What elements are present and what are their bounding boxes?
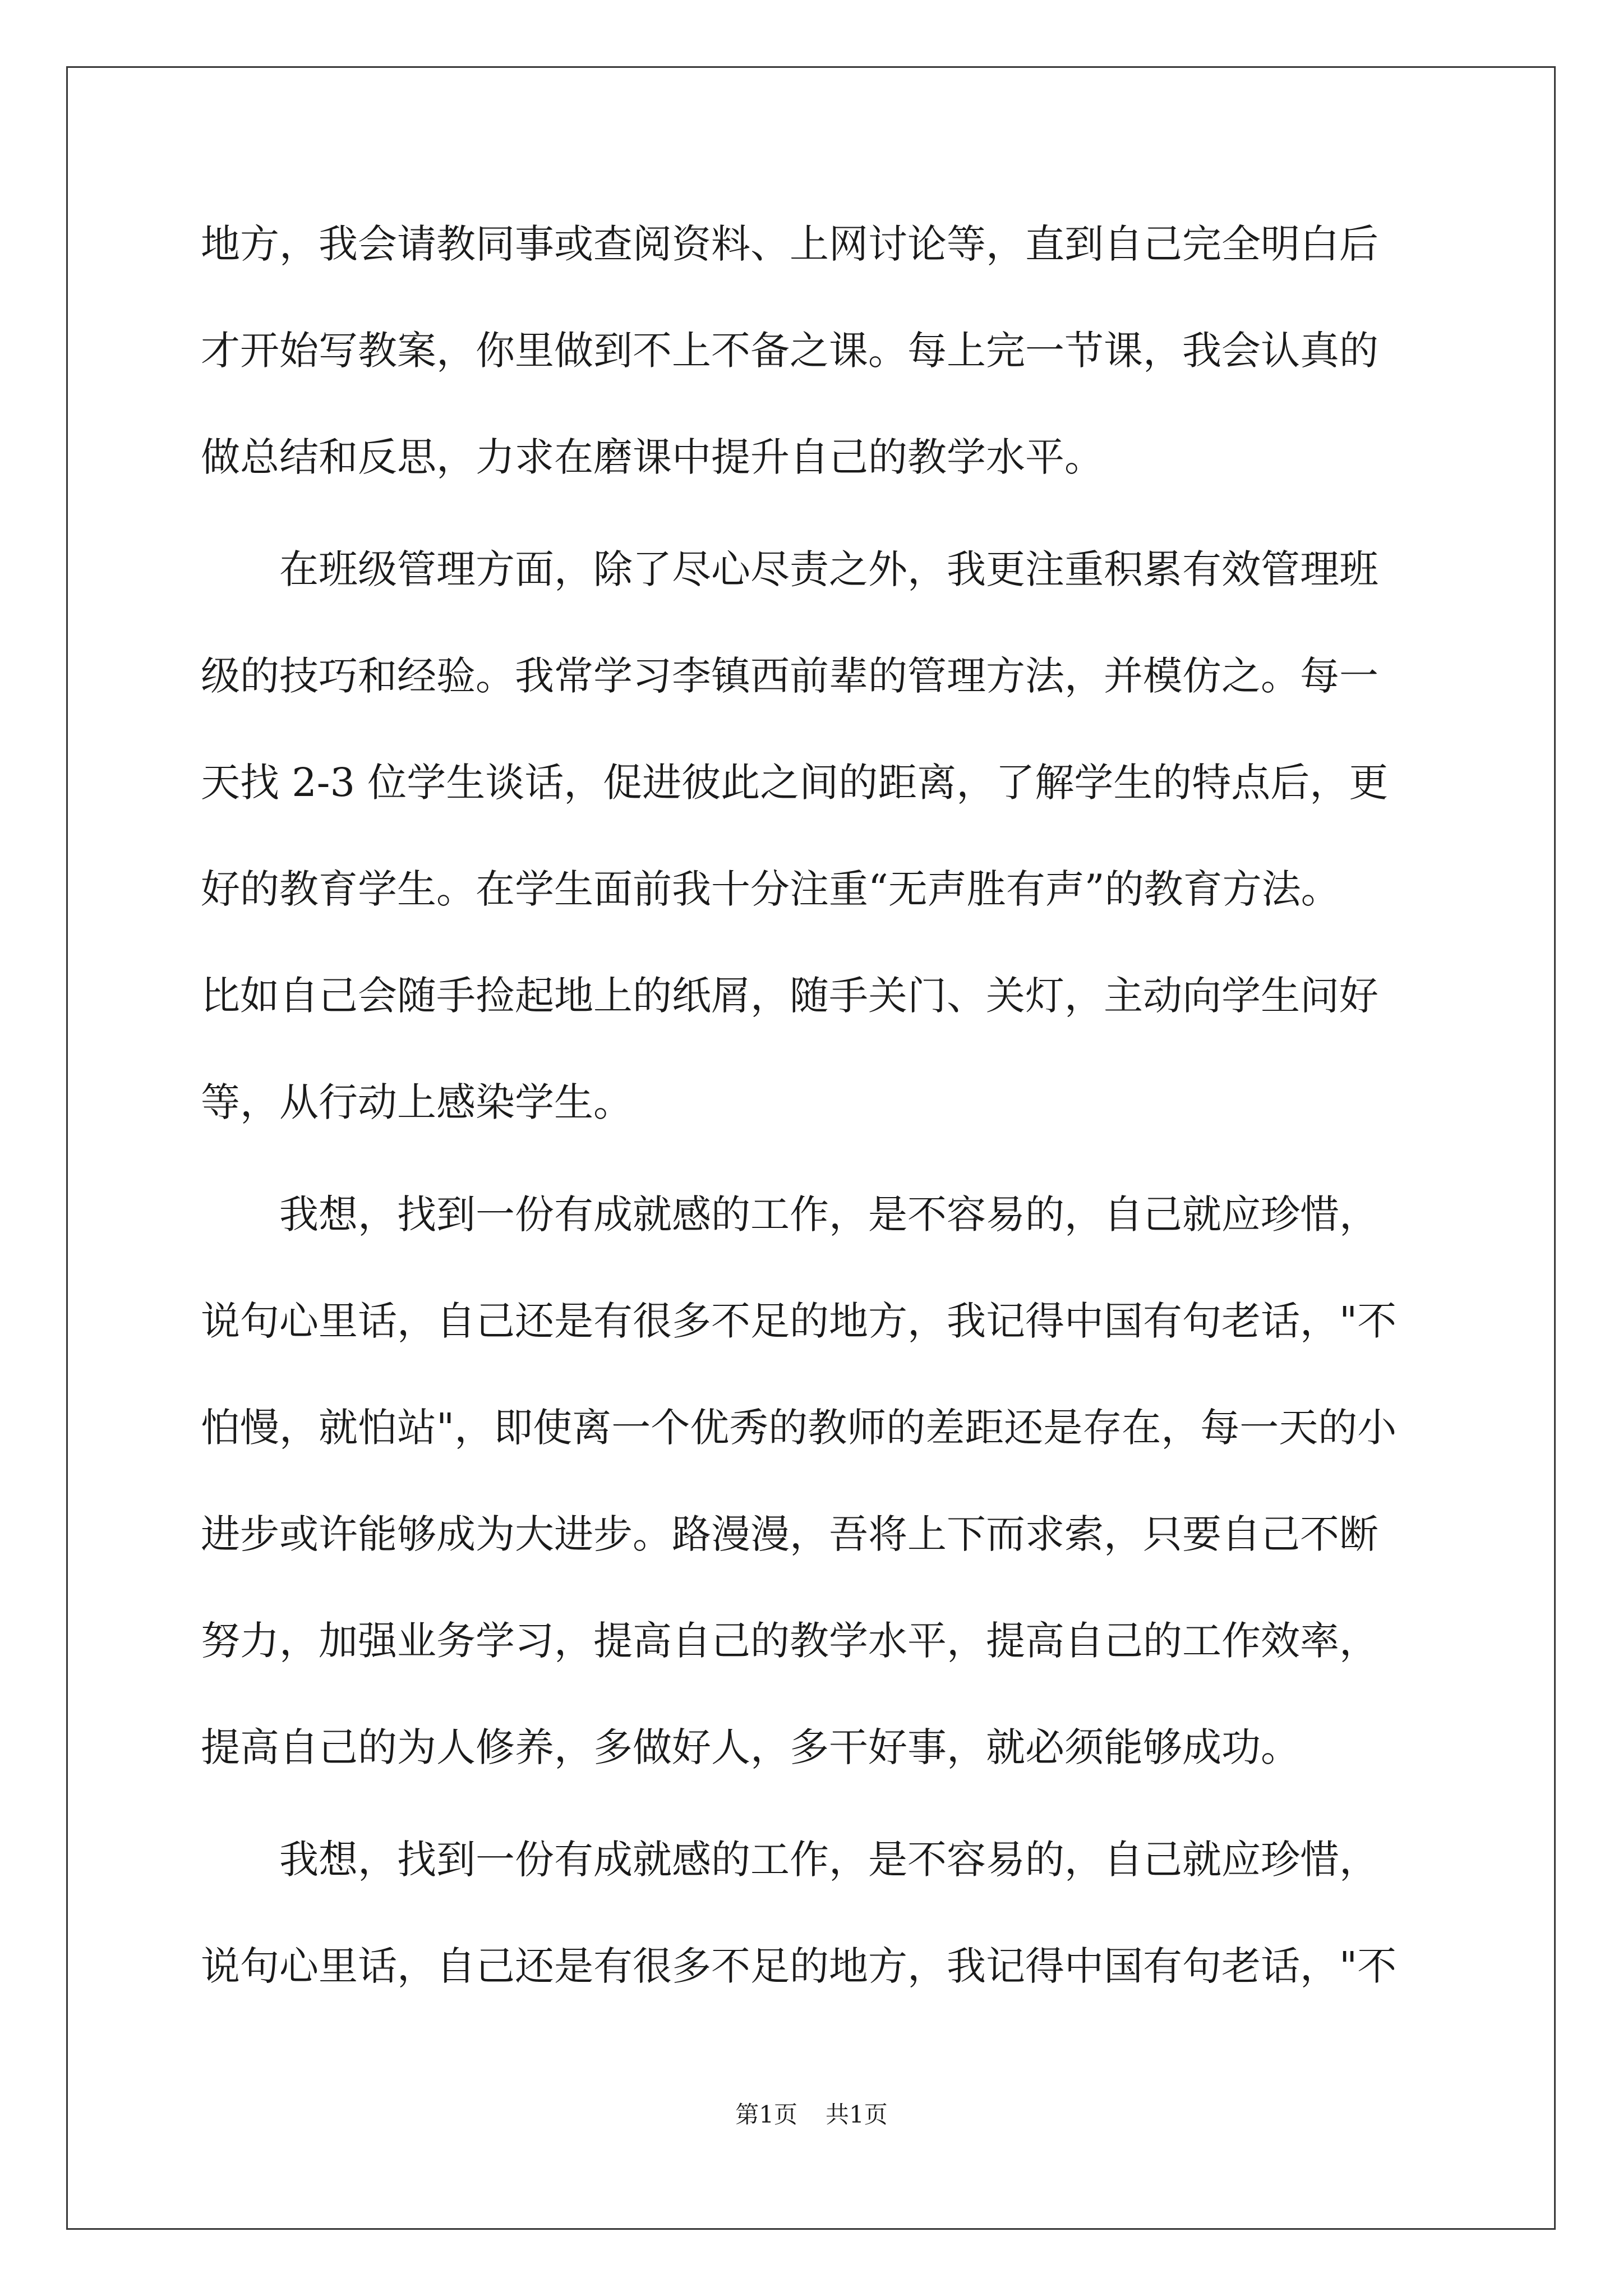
text-line: 努力，加强业务学习，提高自己的教学水平，提高自己的工作效率，	[201, 1618, 1378, 1664]
text-line: 才开始写教案，你里做到不上不备之课。每上完一节课，我会认真的	[201, 328, 1378, 374]
paragraph-start-line: 我想，找到一份有成就感的工作，是不容易的，自己就应珍惜，	[279, 1837, 1378, 1883]
paragraph-start-line: 在班级管理方面，除了尽心尽责之外，我更注重积累有效管理班	[279, 546, 1378, 592]
text-line: 进步或许能够成为大进步。路漫漫，吾将上下而求索，只要自己不断	[201, 1511, 1378, 1557]
page-footer	[0, 2098, 1623, 2132]
text-line: 等，从行动上感染学生。	[201, 1079, 633, 1125]
page-number-total: 共1页	[826, 2101, 888, 2128]
text-line: 怕慢，就怕站"，即使离一个优秀的教师的差距还是存在，每一天的小	[201, 1405, 1397, 1451]
text-line: 比如自己会随手捡起地上的纸屑，随手关门、关灯，主动向学生问好	[201, 973, 1378, 1019]
text-line: 地方，我会请教同事或查阅资料、上网讨论等，直到自己完全明白后	[201, 221, 1378, 267]
paragraph-start-line: 我想，找到一份有成就感的工作，是不容易的，自己就应珍惜，	[279, 1191, 1378, 1237]
page-number-current: 第1页	[735, 2101, 797, 2128]
page-border	[66, 66, 1556, 2230]
text-line: 做总结和反思，力求在磨课中提升自己的教学水平。	[201, 434, 1104, 480]
text-line: 提高自己的为人修养，多做好人，多干好事，就必须能够成功。	[201, 1724, 1300, 1770]
text-line: 天找 2-3 位学生谈话，促进彼此之间的距离，了解学生的特点后，更	[201, 760, 1389, 806]
text-line: 说句心里话，自己还是有很多不足的地方，我记得中国有句老话，"不	[201, 1943, 1397, 1989]
text-line: 级的技巧和经验。我常学习李镇西前辈的管理方法，并模仿之。每一	[201, 653, 1378, 699]
text-line: 说句心里话，自己还是有很多不足的地方，我记得中国有句老话，"不	[201, 1298, 1397, 1344]
text-line: 好的教育学生。在学生面前我十分注重“无声胜有声”的教育方法。	[201, 866, 1340, 912]
